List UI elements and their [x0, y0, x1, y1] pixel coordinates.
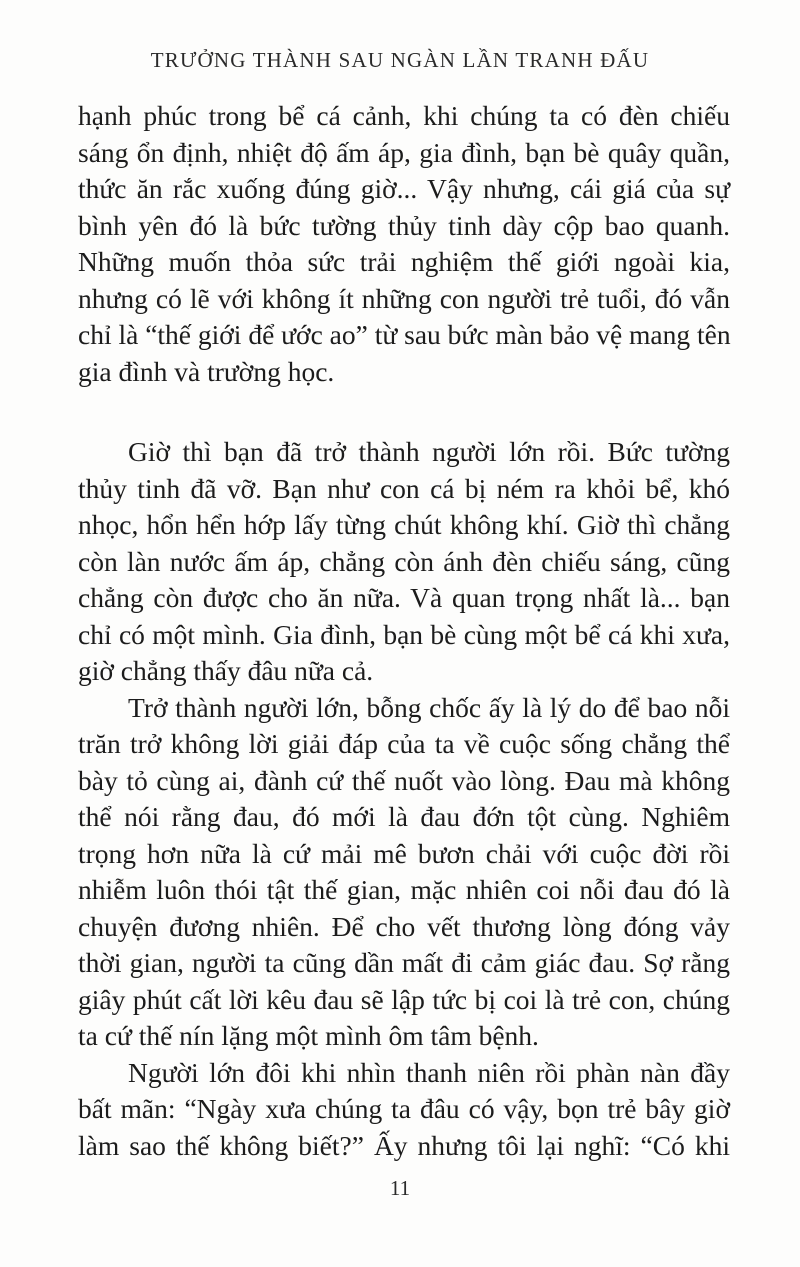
text-line: còn làn nước ấm áp, chẳng còn ánh đèn chiếu sáng, cũng [78, 545, 730, 577]
text-line: Người lớn đôi khi nhìn thanh niên rồi phàn nàn đầy [128, 1056, 730, 1088]
body-text [78, 98, 730, 1164]
paragraph [78, 690, 730, 1055]
text-line: Những muốn thỏa sức trải nghiệm thế giới ngoài kia, [78, 246, 730, 277]
text-line: giây phút cất lời kêu đau sẽ lập tức bị coi là trẻ con, chúng [78, 983, 730, 1015]
text-line: chỉ là “thế giới để ước ao” từ sau bức màn bảo vệ mang tên [78, 319, 731, 350]
text-line: sáng ổn định, nhiệt độ ấm áp, gia đình, bạn bè quây quần, [78, 136, 730, 168]
text-line: thời gian, người ta cũng dần mất đi cảm giác đau. Sợ rằng [78, 947, 730, 978]
text-line: trăn trở không lời giải đáp của ta về cuộc sống chẳng thể [78, 728, 730, 759]
section-gap [78, 390, 730, 434]
paragraph [78, 1055, 730, 1165]
text-line: thức ăn rắc xuống đúng giờ... Vậy nhưng, cái giá của sự [78, 173, 730, 204]
text-line: bất mãn: “Ngày xưa chúng ta đâu có vậy, bọn trẻ bây giờ [78, 1093, 730, 1124]
paragraph [78, 98, 730, 390]
text-line: nhiễm luôn thói tật thế gian, mặc nhiên coi nỗi đau đó là [78, 874, 730, 905]
text-line: chỉ có một mình. Gia đình, bạn bè cùng một bể cá khi xưa, [78, 618, 730, 650]
page-number: 11 [389, 1176, 411, 1200]
text-line: hạnh phúc trong bể cá cảnh, khi chúng ta có đèn chiếu [78, 100, 730, 131]
text-line: Trở thành người lớn, bỗng chốc ấy là lý do để bao nỗi [128, 691, 730, 723]
text-line: ta cứ thế nín lặng một mình ôm tâm bệnh. [78, 1020, 539, 1051]
text-line: nhưng có lẽ với không ít những con người trẻ tuổi, đó vẫn [78, 282, 730, 314]
text-line: thủy tinh đã vỡ. Bạn như con cá bị ném ra khỏi bể, khó [78, 472, 730, 504]
text-line: chẳng còn được cho ăn nữa. Và quan trọng nhất là... bạn [78, 582, 730, 613]
text-line: nhọc, hổn hển hớp lấy từng chút không khí. Giờ thì chẳng [78, 509, 730, 540]
text-line: chuyện đương nhiên. Để cho vết thương lòng đóng vảy [78, 910, 730, 942]
text-line: Giờ thì bạn đã trở thành người lớn rồi. Bức tường [128, 436, 730, 467]
text-line: giờ chẳng thấy đâu nữa cả. [78, 655, 374, 686]
paragraph [78, 434, 730, 690]
running-header-title: TRƯỞNG THÀNH SAU NGÀN LẦN TRANH ĐẤU [150, 48, 650, 72]
text-line: bình yên đó là bức tường thủy tinh dày cộp bao quanh. [78, 209, 730, 241]
text-line: gia đình và trường học. [78, 355, 335, 387]
text-line: bày tỏ cùng ai, đành cứ thế nuốt vào lòng. Đau mà không [78, 764, 730, 796]
text-line: trọng hơn nữa là cứ mải mê bươn chải với cuộc đời rồi [78, 837, 730, 869]
text-line: thể nói rằng đau, đó mới là đau đớn tột cùng. Nghiêm [78, 801, 730, 832]
text-line: làm sao thế không biết?” Ấy nhưng tôi lại nghĩ: “Có khi [78, 1129, 730, 1161]
